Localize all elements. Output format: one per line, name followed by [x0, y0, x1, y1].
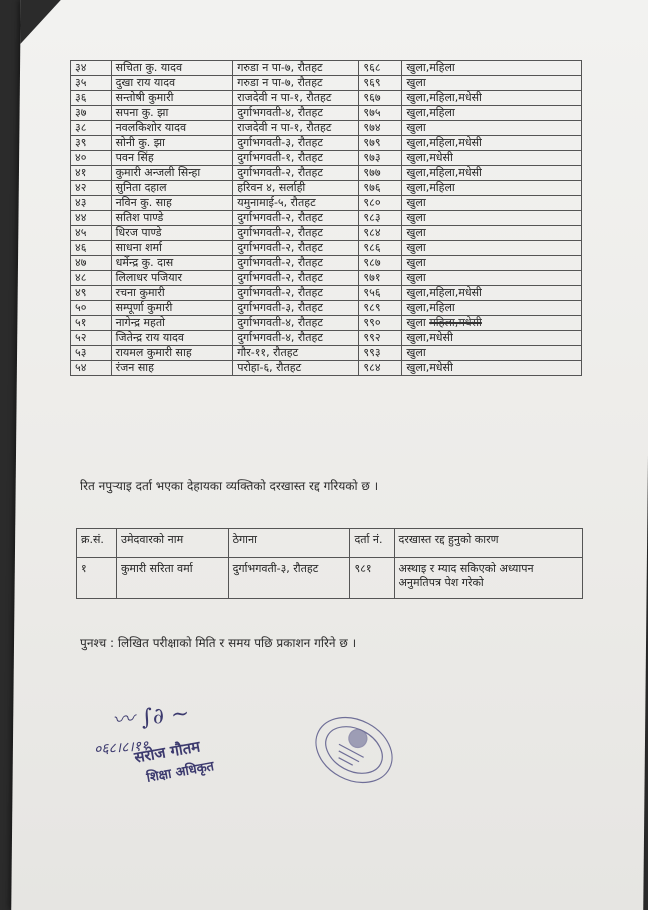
table-row [71, 241, 582, 256]
row-category: खुला [402, 226, 582, 241]
row-address: दुर्गाभगवती-४, रौतहट [233, 106, 359, 121]
row-reg: ९९२ [359, 331, 402, 346]
row-address: दुर्गाभगवती-२, रौतहट [233, 256, 359, 271]
table-row [71, 106, 582, 121]
table-row [71, 181, 582, 196]
row-reg: ९७९ [359, 136, 402, 151]
row-sn: ४२ [71, 181, 112, 196]
row-name: जितेन्द्र राय यादव [111, 331, 233, 346]
row-reg: ९८७ [359, 256, 402, 271]
row-sn: ५२ [71, 331, 112, 346]
row-sn: ४० [71, 151, 112, 166]
signatory-title: शिक्षा अधिकृत [145, 759, 216, 786]
row-name: धिरज पाण्डे [111, 226, 233, 241]
rejection-address: दुर्गाभगवती-३, रौतहट [228, 558, 350, 599]
row-address: दुर्गाभगवती-४, रौतहट [233, 316, 359, 331]
header-name: उमेदवारको नाम [116, 529, 228, 558]
row-reg: ९९३ [359, 346, 402, 361]
row-address: दुर्गाभगवती-२, रौतहट [233, 241, 359, 256]
table-row [71, 271, 582, 286]
row-reg: ९७७ [359, 166, 402, 181]
row-name: नागेन्द्र महतो [111, 316, 233, 331]
row-name: नवलकिशोर यादव [111, 121, 233, 136]
row-sn: ३६ [71, 91, 112, 106]
signatory-name: सरोज गौतम [132, 737, 202, 767]
table-row [71, 61, 582, 76]
row-category: खुला,महिला,मधेसी [402, 136, 582, 151]
row-category: खुला [402, 256, 582, 271]
row-category: खुला,महिला,मधेसी [402, 91, 582, 106]
row-name: लिलाधर पजियार [111, 271, 233, 286]
row-sn: ५४ [71, 361, 112, 376]
rejection-row [77, 558, 583, 599]
row-category: खुला [402, 121, 582, 136]
rejection-header-row [77, 529, 583, 558]
row-sn: ४५ [71, 226, 112, 241]
row-sn: ४८ [71, 271, 112, 286]
rejection-name: कुमारी सरिता वर्मा [116, 558, 228, 599]
row-address: गौर-११, रौतहट [233, 346, 359, 361]
row-name: सम्पूर्णा कुमारी [111, 301, 233, 316]
row-name: कुमारी अन्जली सिन्हा [111, 166, 233, 181]
row-address: दुर्गाभगवती-२, रौतहट [233, 226, 359, 241]
header-reason: दरखास्त रद्द हुनुको कारण [394, 529, 583, 558]
header-reg: दर्ता नं. [350, 529, 394, 558]
row-address: दुर्गाभगवती-४, रौतहट [233, 331, 359, 346]
table-row [71, 211, 582, 226]
row-name: सन्तोषी कुमारी [111, 91, 233, 106]
row-address: परोहा-६, रौतहट [233, 361, 359, 376]
row-category: खुला,महिला,मधेसी [402, 166, 582, 181]
table-row [71, 226, 582, 241]
row-category: खुला [402, 196, 582, 211]
office-seal-stamp [308, 712, 400, 788]
folded-corner [20, 0, 60, 44]
row-reg: ९६८ [359, 61, 402, 76]
row-category: खुला [402, 271, 582, 286]
row-reg: ९८० [359, 196, 402, 211]
row-address: दुर्गाभगवती-३, रौतहट [233, 301, 359, 316]
rejection-note: रित नपुऱ्याइ दर्ता भएका देहायका व्यक्तिको दरखास्त रद्द गरियको छ । [80, 479, 379, 493]
row-address: दुर्गाभगवती-३, रौतहट [233, 136, 359, 151]
table-row [71, 316, 582, 331]
row-sn: ३७ [71, 106, 112, 121]
row-reg: ९७६ [359, 181, 402, 196]
row-address: गरुडा न पा-७, रौतहट [233, 61, 359, 76]
row-sn: ५३ [71, 346, 112, 361]
row-category: खुला [402, 211, 582, 226]
table-row [71, 301, 582, 316]
rejection-reason: अस्थाइ र म्याद सकिएको अध्यापन अनुमतिपत्र पेश गरेको [394, 558, 583, 599]
row-category: खुला [402, 241, 582, 256]
row-name: दुखा राय यादव [111, 76, 233, 91]
row-address: दुर्गाभगवती-२, रौतहट [233, 166, 359, 181]
table-row [71, 76, 582, 91]
row-reg: ९९० [359, 316, 402, 331]
row-sn: ४७ [71, 256, 112, 271]
row-name: पवन सिंह [111, 151, 233, 166]
table-row [71, 256, 582, 271]
row-reg: ९८३ [359, 211, 402, 226]
rejection-table [76, 528, 583, 599]
table-row [71, 196, 582, 211]
row-category: खुला,महिला [402, 106, 582, 121]
row-address: गरुडा न पा-७, रौतहट [233, 76, 359, 91]
rejection-sn: १ [77, 558, 117, 599]
row-category: खुला,महिला [402, 61, 582, 76]
row-sn: ४१ [71, 166, 112, 181]
row-category: खुला,मधेसी [402, 331, 582, 346]
row-sn: ३५ [71, 76, 112, 91]
row-name: सतिश पाण्डे [111, 211, 233, 226]
rejection-reg: ९८१ [350, 558, 394, 599]
row-address: हरिवन ४, सर्लाही [233, 181, 359, 196]
table-row [71, 121, 582, 136]
table-row [71, 136, 582, 151]
row-name: सचिता कु. यादव [111, 61, 233, 76]
row-sn: ३४ [71, 61, 112, 76]
table-row [71, 331, 582, 346]
row-category: खुला [406, 316, 426, 329]
row-category: खुला,मधेसी [402, 151, 582, 166]
row-sn: ३८ [71, 121, 112, 136]
row-address: राजदेवी न पा-१, रौतहट [233, 91, 359, 106]
row-name: सुनिता दहाल [111, 181, 233, 196]
row-sn: ४६ [71, 241, 112, 256]
table-row [71, 91, 582, 106]
row-reg: ९५६ [359, 286, 402, 301]
row-category: खुला,महिला,मधेसी [402, 286, 582, 301]
row-address: दुर्गाभगवती-२, रौतहट [233, 211, 359, 226]
row-name: रंजन साह [111, 361, 233, 376]
row-address: दुर्गाभगवती-१, रौतहट [233, 151, 359, 166]
row-name: साधना शर्मा [111, 241, 233, 256]
row-reg: ९७४ [359, 121, 402, 136]
row-category: खुला,महिला [402, 181, 582, 196]
row-name: सोनी कु. झा [111, 136, 233, 151]
row-name: रायमल कुमारी साह [111, 346, 233, 361]
row-name: रचना कुमारी [111, 286, 233, 301]
signature-date: ०६८।८।११ [93, 738, 149, 758]
header-address: ठेगाना [228, 529, 350, 558]
row-address: दुर्गाभगवती-२, रौतहट [233, 271, 359, 286]
row-reg: ९६९ [359, 76, 402, 91]
row-sn: ५० [71, 301, 112, 316]
row-reg: ९७१ [359, 271, 402, 286]
table-row [71, 346, 582, 361]
row-category: खुला [402, 346, 582, 361]
row-reg: ९८४ [359, 226, 402, 241]
postscript: पुनश्च : लिखित परीक्षाको मिति र समय पछि प्रकाशन गरिने छ । [80, 636, 357, 650]
row-address: राजदेवी न पा-१, रौतहट [233, 121, 359, 136]
struck-out-text: महिला,मधेसी [429, 316, 482, 329]
handwritten-signature: 〰 ∫∂ ~ [111, 701, 191, 734]
row-address: दुर्गाभगवती-२, रौतहट [233, 286, 359, 301]
table-row [71, 286, 582, 301]
row-reg: ९६७ [359, 91, 402, 106]
row-category: खुला [402, 76, 582, 91]
table-row [71, 166, 582, 181]
header-sn: क्र.सं. [77, 529, 117, 558]
row-sn: ४३ [71, 196, 112, 211]
row-name: धर्मेन्द्र कु. दास [111, 256, 233, 271]
row-sn: ५१ [71, 316, 112, 331]
row-name: सपना कु. झा [111, 106, 233, 121]
row-sn: ४४ [71, 211, 112, 226]
table-row [71, 361, 582, 376]
row-reg: ९८६ [359, 241, 402, 256]
row-sn: ४९ [71, 286, 112, 301]
candidate-table [70, 60, 582, 376]
row-address: यमुनामाई-५, रौतहट [233, 196, 359, 211]
row-reg: ९८४ [359, 361, 402, 376]
table-row [71, 151, 582, 166]
row-category [402, 316, 582, 331]
row-sn: ३९ [71, 136, 112, 151]
row-category: खुला,मधेसी [402, 361, 582, 376]
row-name: नविन कु. साह [111, 196, 233, 211]
row-reg: ९८९ [359, 301, 402, 316]
row-category: खुला,महिला [402, 301, 582, 316]
row-reg: ९७३ [359, 151, 402, 166]
row-reg: ९७५ [359, 106, 402, 121]
